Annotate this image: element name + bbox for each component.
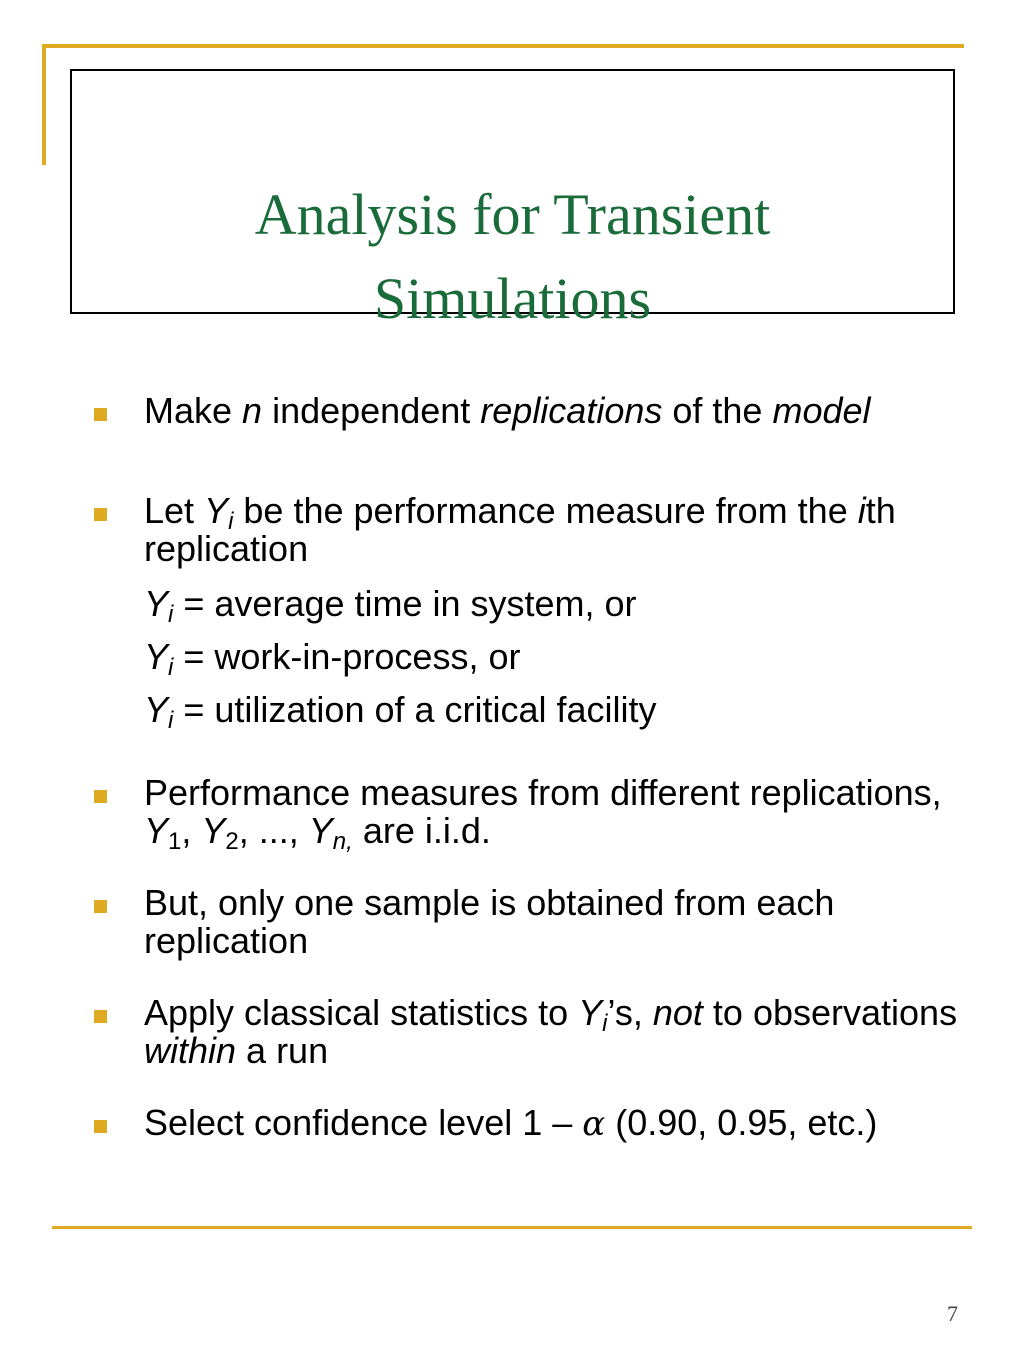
- symbol-y: Y: [201, 810, 226, 851]
- slide-title: [72, 173, 953, 341]
- subscript-i: i: [168, 707, 174, 734]
- square-bullet-icon: [94, 408, 107, 421]
- text-run: independent: [262, 390, 481, 431]
- symbol-y: Y: [308, 810, 333, 851]
- italic-within: within: [144, 1030, 237, 1071]
- separator: , ...,: [238, 810, 309, 851]
- square-bullet-icon: [94, 1120, 107, 1133]
- bullet-item: [94, 994, 964, 1070]
- square-bullet-icon: [94, 790, 107, 803]
- definition-text: work-in-process, or: [214, 636, 521, 677]
- subscript-i: i: [168, 601, 174, 628]
- subscript-2: 2: [225, 828, 239, 855]
- subscript-1: 1: [168, 828, 182, 855]
- separator: ,: [181, 810, 202, 851]
- subscript-n: n,: [332, 828, 353, 855]
- text-run: Select confidence level 1 –: [144, 1102, 583, 1143]
- slide-number: 7: [947, 1301, 958, 1326]
- text-run: Apply classical statistics to: [144, 992, 579, 1033]
- definition-text: average time in system, or: [214, 583, 637, 624]
- bullet-text: But, only one sample is obtained from each replication: [144, 882, 835, 961]
- definition-line: [144, 683, 964, 736]
- square-bullet-icon: [94, 1010, 107, 1023]
- text-run: (0.90, 0.95, etc.): [605, 1102, 878, 1143]
- text-run: are i.i.d.: [352, 810, 491, 851]
- alpha-symbol: α: [582, 1104, 606, 1144]
- text-run: Make: [144, 390, 243, 431]
- accent-line-bottom: [52, 1226, 972, 1229]
- text-run: Let: [144, 490, 205, 531]
- equals-sign: =: [173, 583, 215, 624]
- italic-n: n: [242, 390, 263, 431]
- bullet-item: [94, 492, 964, 568]
- symbol-y: Y: [144, 636, 169, 677]
- bullet-item: [94, 772, 964, 855]
- text-run: of the: [662, 390, 773, 431]
- text-run: Performance measures from different replications,: [144, 772, 942, 813]
- symbol-y: Y: [144, 689, 169, 730]
- definition-line: [144, 577, 964, 630]
- subscript-i: i: [228, 508, 234, 535]
- symbol-y: Y: [204, 490, 229, 531]
- text-run: a run: [236, 1030, 329, 1071]
- title-box: [70, 69, 955, 331]
- text-run: ’s,: [607, 992, 653, 1033]
- accent-line-top: [42, 44, 964, 48]
- italic-replications: replications: [480, 390, 663, 431]
- symbol-y: Y: [144, 810, 169, 851]
- bullet-item: [94, 1104, 964, 1143]
- italic-i: i: [857, 490, 866, 531]
- subscript-i: i: [602, 1010, 608, 1037]
- symbol-y: Y: [144, 583, 169, 624]
- square-bullet-icon: [94, 900, 107, 913]
- italic-not: not: [652, 992, 703, 1033]
- title-line-2: Simulations: [373, 266, 652, 331]
- bullet-text: [144, 1102, 877, 1143]
- square-bullet-icon: [94, 508, 107, 521]
- bullet-text: [144, 992, 957, 1071]
- subscript-i: i: [168, 654, 174, 681]
- bullet-item: [94, 392, 964, 430]
- equals-sign: =: [173, 689, 215, 730]
- definition-line: [144, 630, 964, 683]
- text-run: th replication: [144, 490, 896, 569]
- bullet-text: [144, 390, 871, 431]
- bullet-list: [94, 392, 964, 1143]
- bullet-item: [94, 884, 964, 960]
- text-run: to observations: [702, 992, 958, 1033]
- bullet-text: [144, 490, 896, 569]
- definition-text: utilization of a critical facility: [214, 689, 657, 730]
- symbol-y: Y: [578, 992, 603, 1033]
- title-line-1: Analysis for Transient: [254, 182, 771, 247]
- italic-model: model: [772, 390, 871, 431]
- equals-sign: =: [173, 636, 215, 677]
- text-run: be the performance measure from the: [233, 490, 858, 531]
- accent-line-left: [42, 44, 46, 165]
- bullet-text: [144, 772, 942, 855]
